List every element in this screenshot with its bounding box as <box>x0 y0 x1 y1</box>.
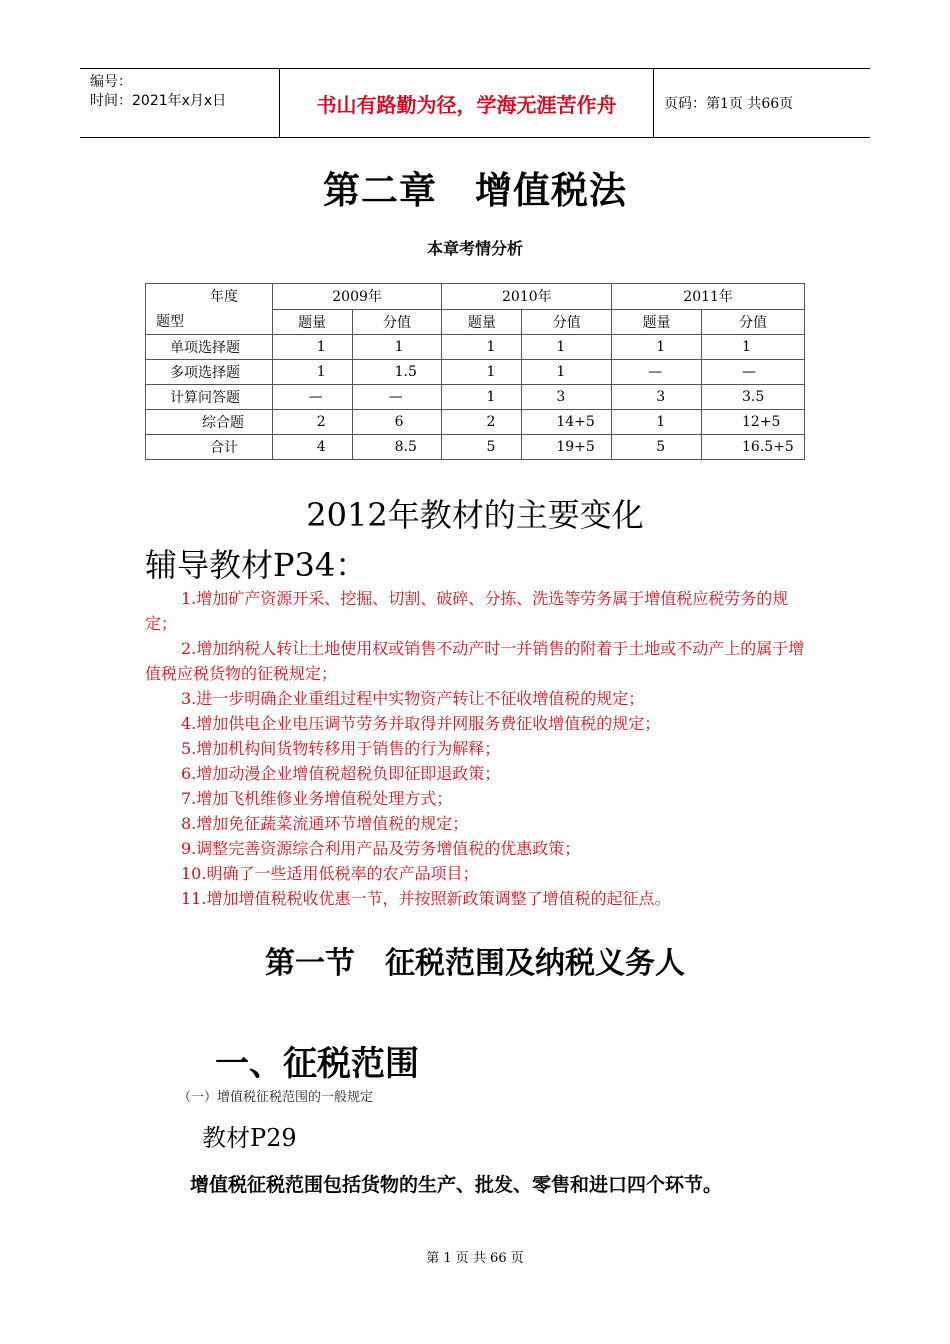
chapter-subtitle: 本章考情分析 <box>426 239 523 258</box>
time-label: 时间：2021年x月x日 <box>90 93 227 109</box>
table-cell: 1 <box>442 385 522 410</box>
list-item: 9.调整完善资源综合利用产品及劳务增值税的优惠政策； <box>181 839 581 858</box>
list-item: 11.增加增值税税收优惠一节，并按照新政策调整了增值税的起征点。 <box>181 889 671 908</box>
table-cell: 1.5 <box>352 360 442 385</box>
sub-header: 题量 <box>272 309 352 335</box>
table-cell: 1 <box>442 360 522 385</box>
subsection-title: 一、征税范围 <box>215 1044 419 1084</box>
body-paragraph: 增值税征税范围包括货物的生产、批发、零售和进口四个环节。 <box>190 1174 723 1196</box>
list-item: 3.进一步明确企业重组过程中实物资产转让不征收增值税的规定； <box>181 689 645 708</box>
chapter-title: 第二章 增值税法 <box>323 168 627 212</box>
list-item: 1.增加矿产资源开采、挖掘、切割、破碎、分拣、洗选等劳务属于增值税应税劳务的规定； <box>145 589 789 633</box>
table-cell: 1 <box>272 335 352 360</box>
list-item: 7.增加飞机维修业务增值税处理方式； <box>181 789 453 808</box>
table-cell: — <box>612 360 702 385</box>
table-row <box>146 385 805 410</box>
sub-header: 分值 <box>522 309 612 335</box>
row-label: 单项选择题 <box>146 335 273 360</box>
table-cell: 1 <box>522 335 612 360</box>
sub-header: 题量 <box>442 309 522 335</box>
table-cell: 1 <box>522 360 612 385</box>
table-cell: 1 <box>702 335 805 360</box>
table-corner-bottom: 题型 <box>156 314 184 330</box>
table-cell: 2 <box>272 410 352 435</box>
row-label: 合计 <box>146 435 273 460</box>
exam-analysis-table <box>145 283 805 460</box>
year-header: 2009年 <box>272 284 442 310</box>
table-cell: 1 <box>442 335 522 360</box>
row-label: 多项选择题 <box>146 360 273 385</box>
page-footer: 第 1 页 共 66 页 <box>426 1251 524 1266</box>
table-cell: — <box>352 385 442 410</box>
table-cell: 5 <box>612 435 702 460</box>
table-cell: 1 <box>612 410 702 435</box>
list-item: 4.增加供电企业电压调节劳务并取得并网服务费征收增值税的规定； <box>181 714 661 733</box>
table-cell: 3.5 <box>702 385 805 410</box>
table-cell: — <box>272 385 352 410</box>
table-cell: 2 <box>442 410 522 435</box>
book-reference: 教材P29 <box>202 1124 297 1152</box>
table-cell: 3 <box>522 385 612 410</box>
row-label: 计算问答题 <box>146 385 273 410</box>
table-cell: — <box>702 360 805 385</box>
reference-heading: 辅导教材P34： <box>145 546 368 584</box>
document-header <box>80 68 870 138</box>
table-row <box>146 360 805 385</box>
table-cell: 1 <box>612 335 702 360</box>
table-cell: 1 <box>352 335 442 360</box>
list-item: 2.增加纳税人转让土地使用权或销售不动产时一并销售的附着于土地或不动产上的属于增值税应税货物的征税规定； <box>145 639 805 683</box>
row-label: 综合题 <box>146 410 273 435</box>
changes-list <box>145 586 810 911</box>
table-corner-cell <box>146 284 273 335</box>
table-cell: 16.5+5 <box>702 435 805 460</box>
table-cell: 6 <box>352 410 442 435</box>
table-cell: 14+5 <box>522 410 612 435</box>
header-meta <box>80 69 280 137</box>
serial-label: 编号： <box>90 74 132 90</box>
list-item: 8.增加免征蔬菜流通环节增值税的规定； <box>181 814 469 833</box>
changes-heading: 2012年教材的主要变化 <box>306 496 644 534</box>
table-cell: 3 <box>612 385 702 410</box>
table-cell: 4 <box>272 435 352 460</box>
table-row <box>146 435 805 460</box>
table-cell: 5 <box>442 435 522 460</box>
header-motto: 书山有路勤为径，学海无涯苦作舟 <box>280 69 654 137</box>
list-item: 10.明确了一些适用低税率的农产品项目； <box>181 864 479 883</box>
year-header: 2011年 <box>612 284 805 310</box>
table-cell: 19+5 <box>522 435 612 460</box>
table-corner-top: 年度 <box>210 289 238 305</box>
sub-header: 分值 <box>702 309 805 335</box>
table-cell: 12+5 <box>702 410 805 435</box>
table-cell: 8.5 <box>352 435 442 460</box>
sub-header: 分值 <box>352 309 442 335</box>
table-row <box>146 410 805 435</box>
table-header-row <box>146 284 805 310</box>
year-header: 2010年 <box>442 284 612 310</box>
header-page-info: 页码：第1页 共66页 <box>664 96 794 112</box>
table-cell: 1 <box>272 360 352 385</box>
table-row <box>146 335 805 360</box>
list-item: 5.增加机构间货物转移用于销售的行为解释； <box>181 739 501 758</box>
list-item: 6.增加动漫企业增值税超税负即征即退政策； <box>181 764 501 783</box>
subsection-note: （一）增值税征税范围的一般规定 <box>178 1090 374 1105</box>
sub-header: 题量 <box>612 309 702 335</box>
section-title: 第一节 征税范围及纳税义务人 <box>265 946 685 981</box>
